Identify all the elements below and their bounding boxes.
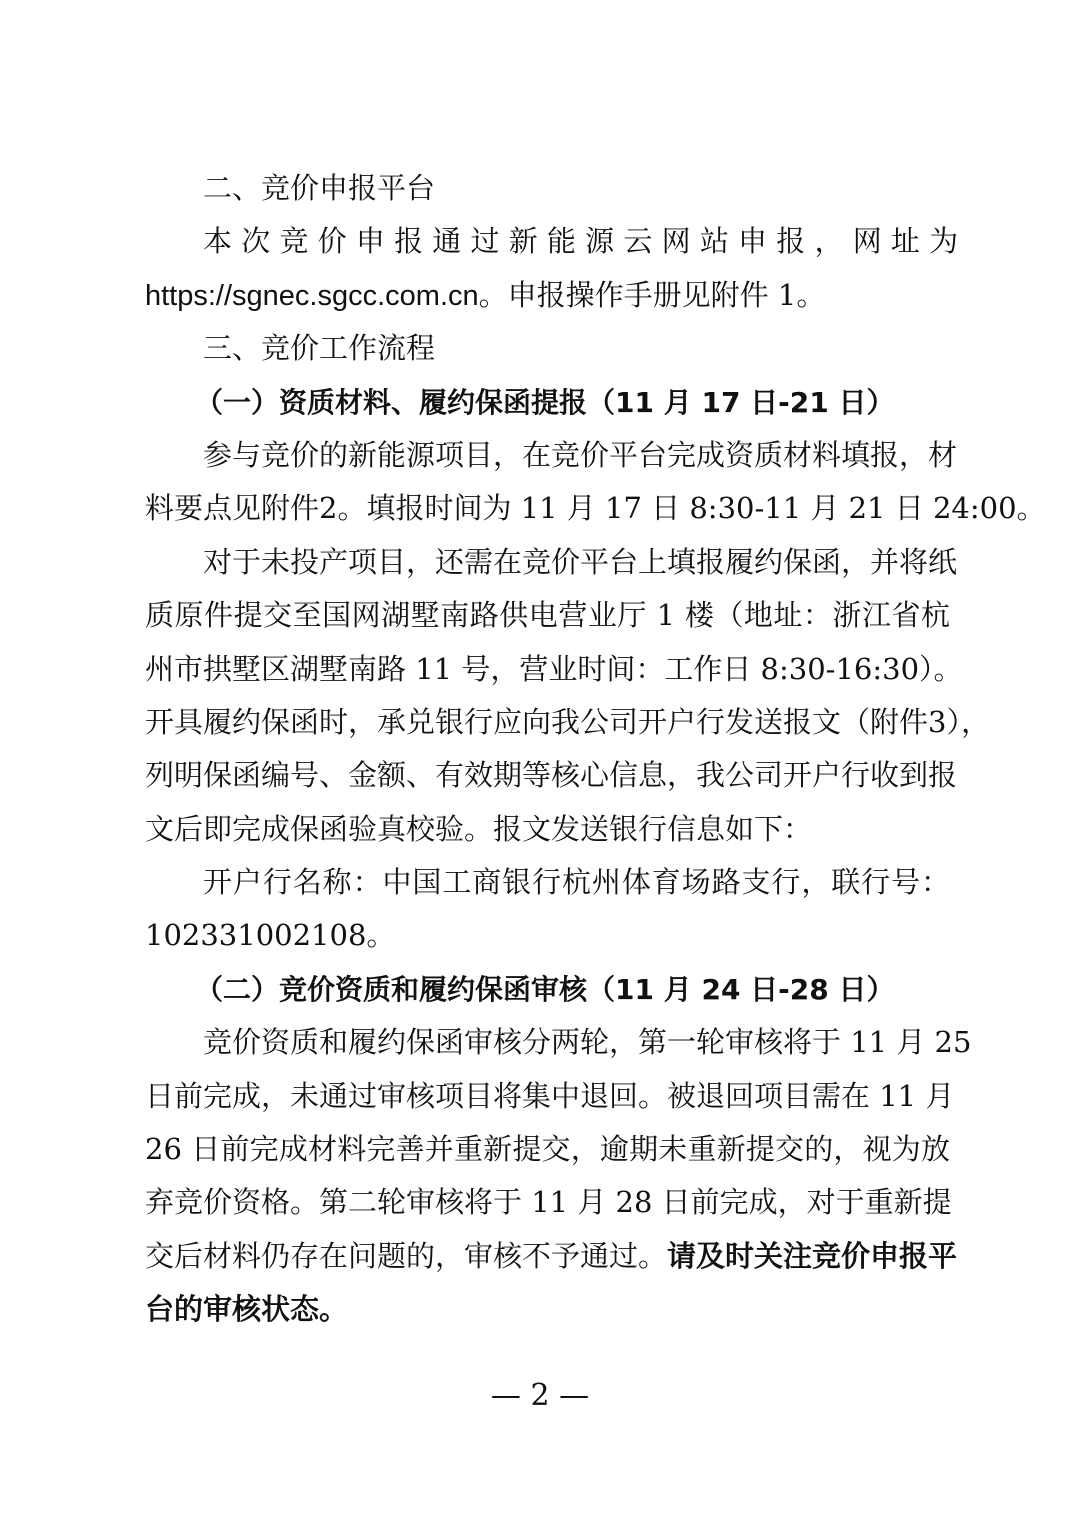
paragraph-guarantee-line-6: 文后即完成保函验真校验。报文发送银行信息如下： [145, 811, 813, 846]
sub-heading-materials: （一）资质材料、履约保函提报（11 月 17 日-21 日） [195, 385, 895, 419]
section-heading-process: 三、竞价工作流程 [203, 331, 436, 366]
page-number: — 2 — [490, 1378, 590, 1413]
paragraph-platform-line-1: 本 次 竞 价 申 报 通 过 新 能 源 云 网 站 申 报 ， 网 址 为 [203, 224, 959, 259]
paragraph-review-line-6: 台的审核状态。 [145, 1292, 349, 1327]
paragraph-bank-line-1: 开户行名称：中国工商银行杭州体育场路支行，联行号： [203, 865, 950, 900]
paragraph-guarantee-line-4: 开具履约保函时，承兑银行应向我公司开户行发送报文（附件3）， [145, 704, 990, 739]
paragraph-materials-line-2: 料要点见附件2。填报时间为 11 月 17 日 8:30-11 月 21 日 24:00。 [145, 491, 1046, 526]
section-heading-platform: 二、竞价申报平台 [203, 171, 436, 205]
paragraph-review-line-3: 26 日前完成材料完善并重新提交，逾期未重新提交的，视为放 [145, 1132, 950, 1167]
paragraph-review-line-5 [145, 1230, 958, 1283]
platform-url: https://sgnec.sgcc.com.cn。 [145, 279, 508, 312]
document-body [145, 162, 1046, 1337]
paragraph-guarantee-line-2: 质原件提交至国网湖墅南路供电营业厅 1 楼（地址：浙江省杭 [145, 598, 950, 633]
platform-manual-note: 申报操作手册见附件 1。 [507, 277, 826, 312]
paragraph-platform-line-2 [145, 269, 950, 322]
paragraph-guarantee-line-3: 州市拱墅区湖墅南路 11 号，营业时间：工作日 8:30-16:30）。 [145, 651, 963, 686]
sub-heading-review: （二）竞价资质和履约保函审核（11 月 24 日-28 日） [195, 972, 895, 1006]
paragraph-review-line-1: 竞价资质和履约保函审核分两轮，第一轮审核将于 11 月 25 [203, 1025, 972, 1060]
paragraph-review-line-4: 弃竞价资格。第二轮审核将于 11 月 28 日前完成，对于重新提 [145, 1185, 952, 1220]
review-emphasis-start: 请及时关注竞价申报平 [667, 1238, 958, 1273]
paragraph-review-line-2: 日前完成，未通过审核项目将集中退回。被退回项目需在 11 月 [145, 1078, 955, 1113]
paragraph-guarantee-line-5: 列明保函编号、金额、有效期等核心信息，我公司开户行收到报 [145, 758, 958, 793]
paragraph-guarantee-line-1: 对于未投产项目，还需在竞价平台上填报履约保函，并将纸 [203, 544, 958, 579]
paragraph-materials-line-1: 参与竞价的新能源项目，在竞价平台完成资质材料填报，材 [203, 437, 958, 472]
paragraph-bank-line-2: 102331002108。 [145, 918, 396, 953]
review-note: 交后材料仍存在问题的，审核不予通过。 [145, 1238, 668, 1273]
